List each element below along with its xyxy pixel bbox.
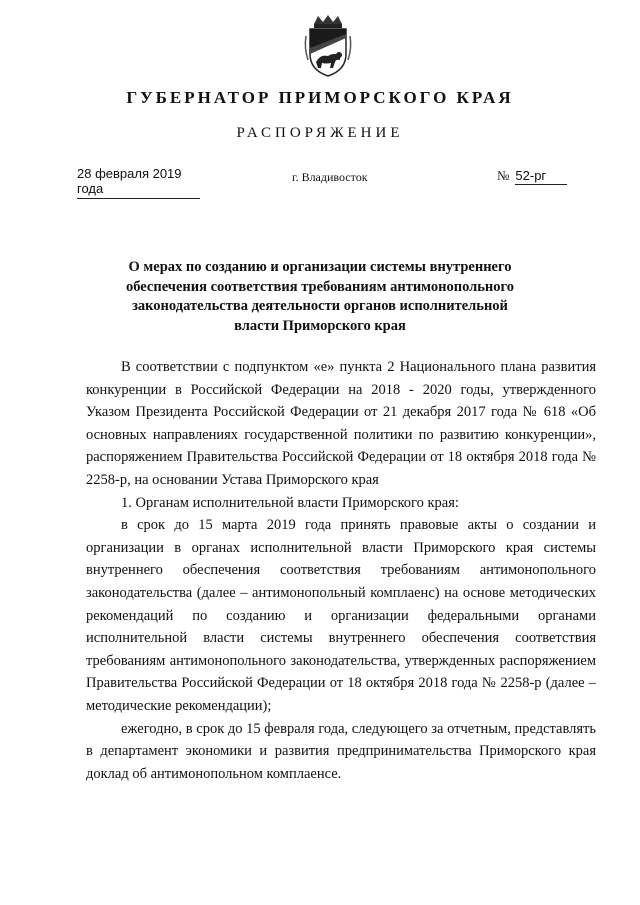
document-date: 28 февраля 2019 года bbox=[77, 166, 200, 199]
organization-title: ГУБЕРНАТОР ПРИМОРСКОГО КРАЯ bbox=[126, 88, 514, 107]
document-body bbox=[86, 356, 596, 785]
coat-of-arms-emblem bbox=[302, 14, 354, 78]
clause-1-item-paragraph: в срок до 15 марта 2019 года принять правовые акты о создании и организации в органах исполнительной власти Приморского края системы внутреннего обеспечения соответствия требованиям антимонопольного законодательства (далее – антимонопольный комплаенс) на основе методических рекомендаций по созданию и организации федеральными органами исполнительной власти системы внутреннего обеспечения соответствия требованиям антимонопольного законодательства, утвержденных распоряжением Правительства Российской Федерации от 18 октября 2018 года № 2258-р (далее – методические рекомендации); bbox=[86, 517, 596, 714]
number-value: 52-рг bbox=[515, 168, 567, 185]
document-city: г. Владивосток bbox=[292, 170, 368, 184]
document-meta-row bbox=[0, 166, 640, 196]
preamble-paragraph: В соответствии с подпунктом «е» пункта 2 Национального плана развития конкуренции в Российской Федерации на 2018 - 2020 годы, утвержденного Указом Президента Российской Федерации от 21 декабря 2017 года № 618 «Об основных направлениях государственной политики по развитию конкуренции», распоряжением Правительства Российской Федерации от 18 октября 2018 года № 2258-р, на основании Устава Приморского края bbox=[86, 359, 596, 488]
clause-1-item-paragraph: ежегодно, в срок до 15 февраля года, следующего за отчетным, представлять в департамент экономики и развития предпринимательства Приморского края доклад об антимонопольном комплаенсе. bbox=[86, 720, 596, 782]
number-prefix: № bbox=[497, 168, 510, 183]
document-number bbox=[497, 168, 567, 185]
clause-1-paragraph: 1. Органам исполнительной власти Приморского края: bbox=[121, 494, 459, 511]
document-type: РАСПОРЯЖЕНИЕ bbox=[236, 125, 404, 141]
document-heading: О мерах по созданию и организации системы внутреннего обеспечения соответствия требованиям антимонопольного законодательства деятельности органов исполнительной власти Приморского края bbox=[125, 259, 515, 334]
coat-of-arms-icon bbox=[302, 14, 354, 78]
